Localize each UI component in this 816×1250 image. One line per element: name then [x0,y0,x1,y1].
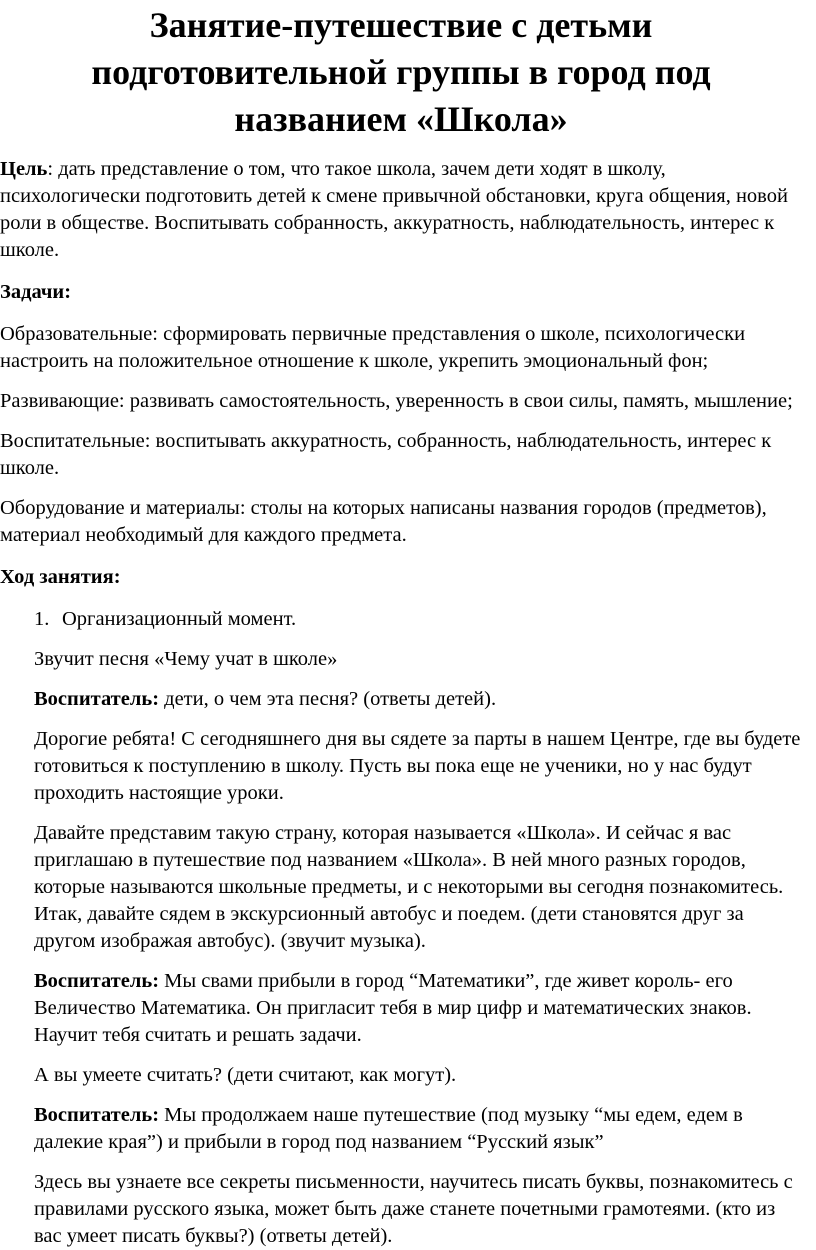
tasks-heading-text: Задачи: [0,281,72,303]
dear-kids-paragraph: Дорогие ребята! С сегодняшнего дня вы сядете за парты в нашем Центре, где вы будете готовиться к поступлению в школу. Пусть вы пока еще не ученики, но у нас будут проходить настоящие уроки. [34,728,801,804]
list-item [0,606,802,633]
page-title: Занятие-путешествие с детьми подготовительной группы в город под названием «Школа» [91,5,711,139]
list-item-number: 1. [34,608,50,630]
equipment-paragraph: Оборудование и материалы: столы на которых написаны названия городов (предметов), материал необходимый для каждого предмета. [0,497,767,546]
list-item-text: Организационный момент. [62,608,297,630]
teacher-line-3-text: Мы продолжаем наше путешествие (под музыку “мы едем, едем в далекие края”) и прибыли в город под названием “Русский язык” [34,1104,743,1153]
count-paragraph: А вы умеете считать? (дети считают, как могут). [34,1064,457,1086]
goal-text: : дать представление о том, что такое школа, зачем дети ходят в школу, психологически подготовить детей к смене привычной обстановки, круга общения, новой роли в обществе. Воспитывать собранность, аккуратность, наблюдательность, интерес к школе. [0,158,788,261]
writing-paragraph: Здесь вы узнаете все секреты письменности, научитесь писать буквы, познакомитесь с правилами русского языка, может быть даже станете почетными грамотеями. (кто из вас умеет писать буквы?) (ответы детей). [34,1171,793,1247]
teacher-line-1 [0,686,802,713]
teacher-line-2-text: Мы свами прибыли в город “Математики”, где живет король- его Величество Математика. Он пригласит тебя в мир цифр и математических знаков. Научит тебя считать и решать задачи. [34,970,752,1046]
course-heading [0,564,802,591]
task-educational: Образовательные: сформировать первичные представления о школе, психологически настроить на положительное отношение к школе, укрепить эмоциональный фон; [0,323,746,372]
teacher-label: Воспитатель: [34,688,160,710]
teacher-line-1-text: дети, о чем эта песня? (ответы детей). [159,688,497,710]
imagine-paragraph: Давайте представим такую страну, которая называется «Школа». И сейчас я вас приглашаю в путешествие под названием «Школа». В ней много разных городов, которые называются школьные предметы, и с некоторыми вы сегодня познакомитесь. Итак, давайте сядем в экскурсионный автобус и поедем. (дети становятся друг за другом изображая автобус). (звучит музыка). [34,822,784,952]
task-developing: Развивающие: развивать самостоятельность, уверенность в свои силы, память, мышление; [0,390,793,412]
tasks-heading [0,279,802,306]
teacher-label: Воспитатель: [34,970,160,992]
goal-label: Цель [0,158,48,180]
teacher-line-3 [0,1102,802,1156]
teacher-label: Воспитатель: [34,1104,160,1126]
song-paragraph: Звучит песня «Чему учат в школе» [34,648,338,670]
course-heading-text: Ход занятия: [0,566,121,588]
task-upbringing: Воспитательные: воспитывать аккуратность, собранность, наблюдательность, интерес к школе. [0,430,772,479]
goal-paragraph [0,156,802,264]
teacher-line-2 [0,968,802,1049]
